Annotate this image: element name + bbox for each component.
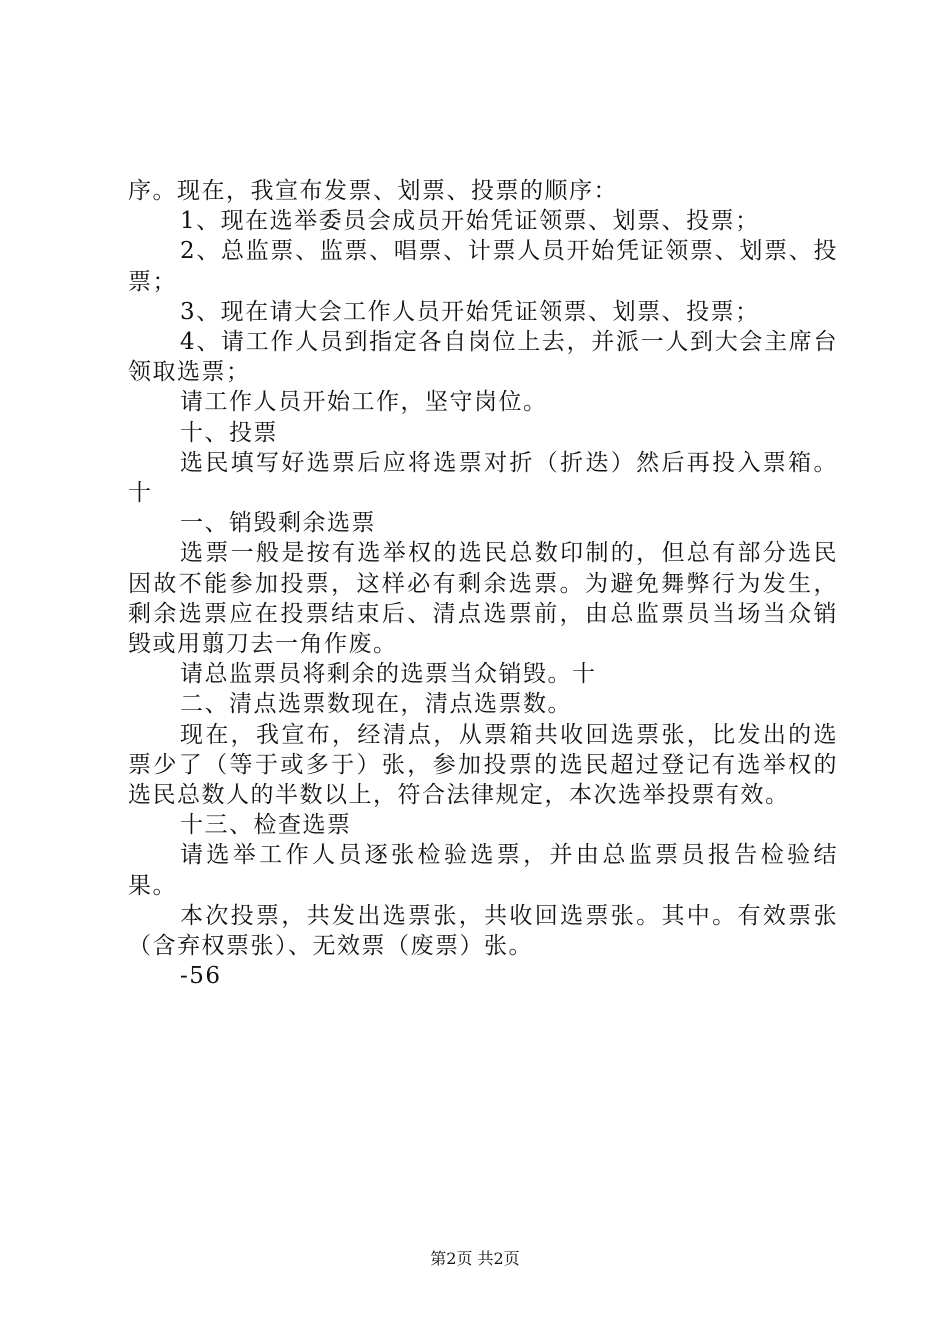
- section-heading: 二、清点选票数现在，清点选票数。: [180, 691, 572, 718]
- paragraph: 选民填写好选票后应将选票对折（折迭）然后再投入票箱。十: [128, 449, 838, 507]
- section-heading: 十三、检查选票: [180, 812, 352, 839]
- paragraph: 现在，我宣布，经清点，从票箱共收回选票张，比发出的选票少了（等于或多于）张，参加投票的选民超过登记有选举权的选民总数人的半数以上，符合法律规定，本次选举投票有效。: [128, 721, 838, 809]
- section-heading: 一、销毁剩余选票: [180, 510, 376, 537]
- paragraph: 请选举工作人员逐张检验选票，并由总监票员报告检验结果。: [128, 842, 838, 899]
- document-body: [128, 176, 838, 991]
- paragraph: 4、请工作人员到指定各自岗位上去，并派一人到大会主席台领取选票；: [128, 329, 838, 386]
- paragraph: 序。现在，我宣布发票、划票、投票的顺序：: [128, 178, 618, 204]
- paragraph: 2、总监票、监票、唱票、计票人员开始凭证领票、划票、投票；: [128, 238, 838, 295]
- paragraph: 请工作人员开始工作，坚守岗位。: [180, 389, 548, 416]
- section-heading: 十、投票: [180, 419, 278, 446]
- paragraph: 3、现在请大会工作人员开始凭证领票、划票、投票；: [180, 298, 760, 325]
- paragraph: 选票一般是按有选举权的选民总数印制的，但总有部分选民因故不能参加投票，这样必有剩余选票。为避免舞弊行为发生，剩余选票应在投票结束后、清点选票前，由总监票员当场当众销毁或用翦刀去一角作废。: [128, 540, 838, 658]
- paragraph: 请总监票员将剩余的选票当众销毁。十: [180, 661, 597, 688]
- paragraph: 本次投票，共发出选票张，共收回选票张。其中。有效票张（含弃权票张）、无效票（废票）张。: [128, 902, 838, 960]
- paragraph: 1、现在选举委员会成员开始凭证领票、划票、投票；: [180, 208, 760, 235]
- page-marker: -56: [180, 963, 222, 990]
- page-footer: 第2页 共2页: [430, 1249, 520, 1268]
